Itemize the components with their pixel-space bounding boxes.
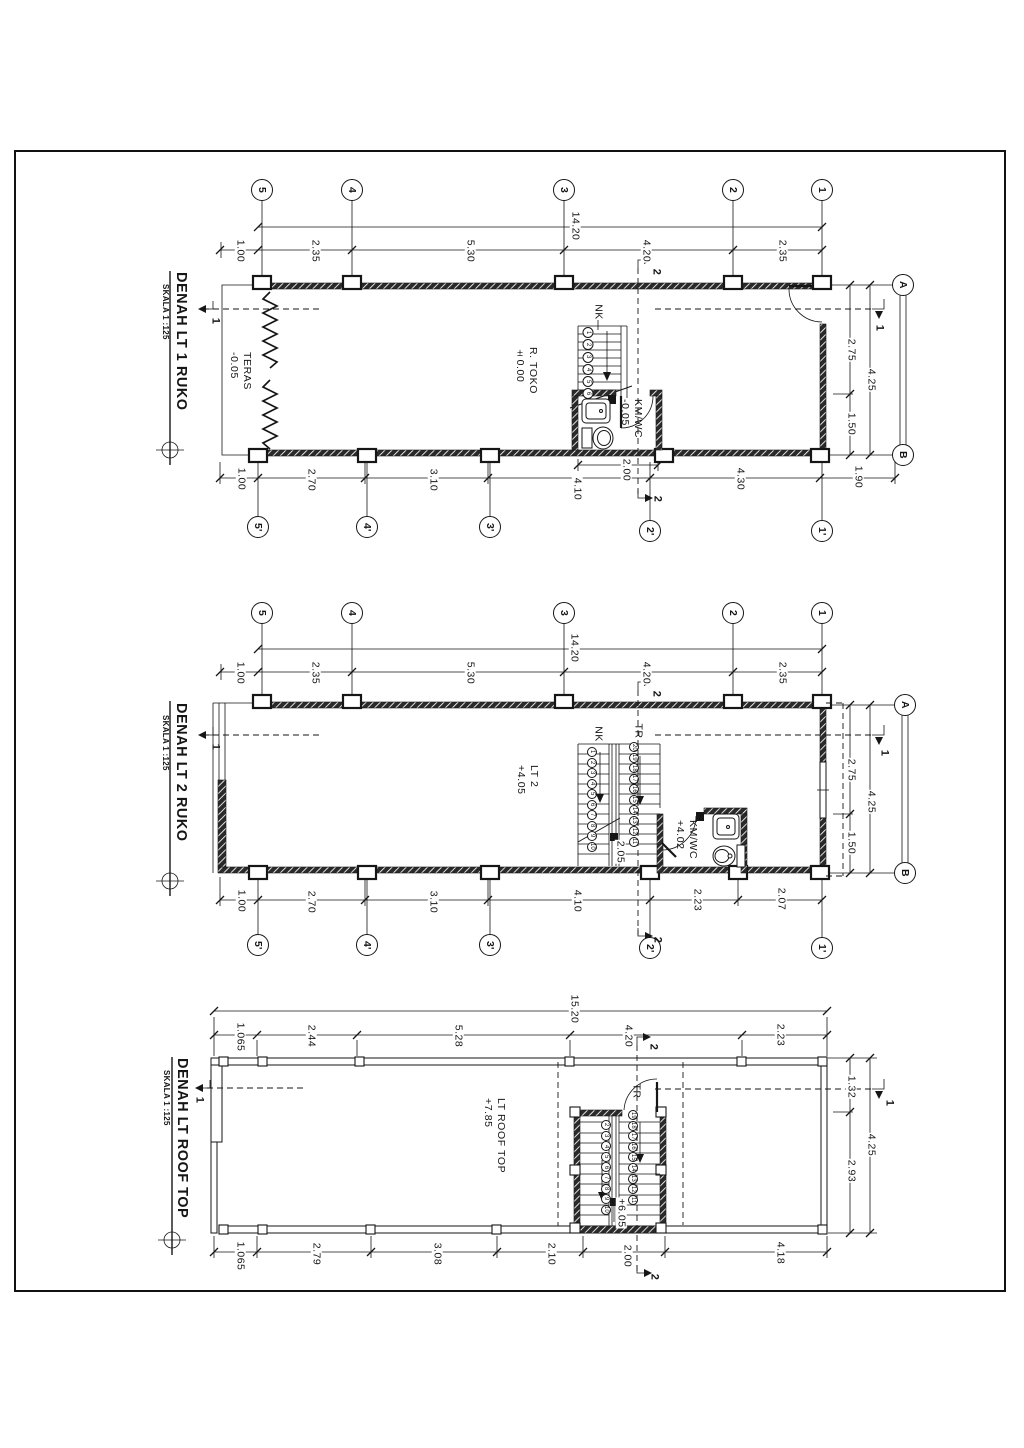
dim-label: 1.50: [845, 412, 858, 436]
grid-bubble-5p: 5': [247, 934, 269, 956]
stair-up-label: NK: [592, 726, 605, 742]
stair-step-numbers: 1 2 3 4 5 6: [583, 327, 594, 399]
dim-label: 2.23: [691, 888, 704, 912]
dim-label: 2.10: [545, 1242, 558, 1266]
stair-step-numbers-down: 19 18 17 16 15 14 13 12 11: [630, 1111, 636, 1203]
dim-label: 3.08: [431, 1242, 444, 1266]
dim-label: 2.75: [845, 758, 858, 782]
room-label-rooftop: LT ROOF TOP +7.85: [482, 1098, 508, 1174]
dim-label: 1.50: [845, 831, 858, 855]
dim-label: 4.25: [865, 368, 878, 392]
dim-label: 2.00: [620, 458, 633, 482]
stair-step-numbers-up: 2 3 4 5 6 7 8 9 10: [601, 1120, 611, 1215]
grid-bubble-1p: 1': [811, 937, 833, 959]
grid-bubble-4p: 4': [356, 516, 378, 538]
dim-label: 2.75: [845, 338, 858, 362]
dim-label: 4.25: [865, 790, 878, 814]
dim-label: 14.20: [569, 211, 582, 241]
grid-bubble-2p: 2': [639, 520, 661, 542]
stair-dim-label: 2.05: [614, 840, 627, 864]
grid-bubble-5: 5: [251, 179, 273, 201]
room-label-teras: TERAS -0.05: [228, 352, 254, 391]
dim-label: 2.44: [305, 1024, 318, 1048]
dim-label: 2.35: [776, 661, 789, 685]
grid-bubble-2p: 2': [639, 937, 661, 959]
grid-bubble-2: 2: [722, 179, 744, 201]
section-mark-1: 1: [209, 743, 222, 751]
room-label-kmwc: KM/WC +4.02: [674, 820, 700, 860]
dim-label: 1.00: [234, 661, 247, 685]
dim-label: 1.00: [235, 467, 248, 491]
stair-step-numbers-down: 20 19 18 17 16 15 14 13 12 11: [631, 743, 637, 845]
plan3-geometry: [158, 1007, 884, 1277]
dim-label: 2.00: [621, 1244, 634, 1268]
dim-label: 2.23: [774, 1023, 787, 1047]
dim-label: 4.30: [734, 467, 747, 491]
stair-level-label: +6.05: [615, 1198, 628, 1228]
grid-bubble-4p: 4': [356, 934, 378, 956]
dim-label: 2.35: [309, 661, 322, 685]
grid-bubble-4: 4: [341, 179, 363, 201]
grid-bubble-1: 1: [811, 179, 833, 201]
grid-bubble-1p: 1': [811, 520, 833, 542]
grid-bubble-3p: 3': [479, 516, 501, 538]
section-mark-1: 1: [878, 749, 891, 757]
dim-label: 2.70: [305, 890, 318, 914]
section-mark-1: 1: [193, 1096, 206, 1104]
section-mark-2: 2: [647, 1043, 660, 1051]
section-mark-1: 1: [883, 1099, 896, 1107]
grid-bubble-B: B: [894, 862, 916, 884]
dim-label: 1.32: [845, 1075, 858, 1099]
room-label-kmwc: KM/WC -0.05: [619, 399, 645, 439]
stair-down-label: TR: [630, 1083, 643, 1099]
grid-bubble-A: A: [892, 274, 914, 296]
grid-bubble-1: 1: [811, 602, 833, 624]
grid-bubble-5: 5: [251, 602, 273, 624]
dim-label: 4.10: [571, 477, 584, 501]
section-mark-2: 2: [651, 495, 664, 503]
section-mark-2: 2: [651, 936, 664, 944]
section-mark-1: 1: [209, 317, 222, 325]
dim-label: 4.20: [640, 661, 653, 685]
dim-label: 15.20: [568, 994, 581, 1024]
dim-label: 5.30: [464, 661, 477, 685]
dim-label: 14.20: [568, 633, 581, 663]
plan2-title: DENAH LT 2 RUKO: [173, 703, 190, 842]
dim-label: 2.70: [305, 468, 318, 492]
grid-bubble-3: 3: [553, 602, 575, 624]
room-label-toko: R. TOKO ±0.00: [514, 347, 540, 394]
section-mark-2: 2: [650, 690, 663, 698]
grid-bubble-B: B: [892, 444, 914, 466]
plan1-scale: SKALA 1 :125: [161, 284, 170, 340]
dim-label: 3.10: [427, 468, 440, 492]
dim-label: 1.065: [234, 1241, 247, 1271]
section-mark-2: 2: [650, 268, 663, 276]
dim-label: 2.07: [775, 887, 788, 911]
dim-label: 4.25: [865, 1133, 878, 1157]
dim-label: 5.30: [464, 239, 477, 263]
dim-label: 3.10: [427, 890, 440, 914]
dim-label: 4.18: [774, 1241, 787, 1265]
section-mark-2: 2: [648, 1273, 661, 1281]
dim-label: 2.93: [845, 1159, 858, 1183]
plan2-scale: SKALA 1 :125: [161, 715, 170, 771]
room-label-lt2: LT 2 +4.05: [515, 765, 541, 795]
dim-label: 5.28: [452, 1024, 465, 1048]
dim-label: 2.35: [776, 239, 789, 263]
grid-bubble-3p: 3': [479, 934, 501, 956]
plan1-title: DENAH LT 1 RUKO: [173, 272, 190, 411]
dim-label: 1.065: [234, 1022, 247, 1052]
grid-bubble-4: 4: [341, 602, 363, 624]
plan3-scale: SKALA 1 :125: [162, 1070, 171, 1126]
dim-label: 1.90: [852, 465, 865, 489]
grid-bubble-3: 3: [553, 179, 575, 201]
stair-down-label: TR: [632, 723, 645, 739]
stair-up-label: NK: [592, 304, 605, 320]
dim-label: 4.20: [622, 1024, 635, 1048]
grid-bubble-5p: 5': [247, 516, 269, 538]
section-mark-1: 1: [873, 324, 886, 332]
dim-label: 1.00: [235, 889, 248, 913]
dim-label: 1.00: [234, 239, 247, 263]
stair-step-numbers-up: 1 2 3 4 5 6 7 8 9 10: [587, 747, 597, 852]
dim-label: 2.79: [310, 1242, 323, 1266]
dim-label: 4.20: [640, 239, 653, 263]
grid-bubble-2: 2: [722, 602, 744, 624]
dim-label: 4.10: [571, 889, 584, 913]
plan3-title: DENAH LT ROOF TOP: [174, 1058, 191, 1219]
grid-bubble-A: A: [894, 694, 916, 716]
dim-label: 2.35: [309, 239, 322, 263]
